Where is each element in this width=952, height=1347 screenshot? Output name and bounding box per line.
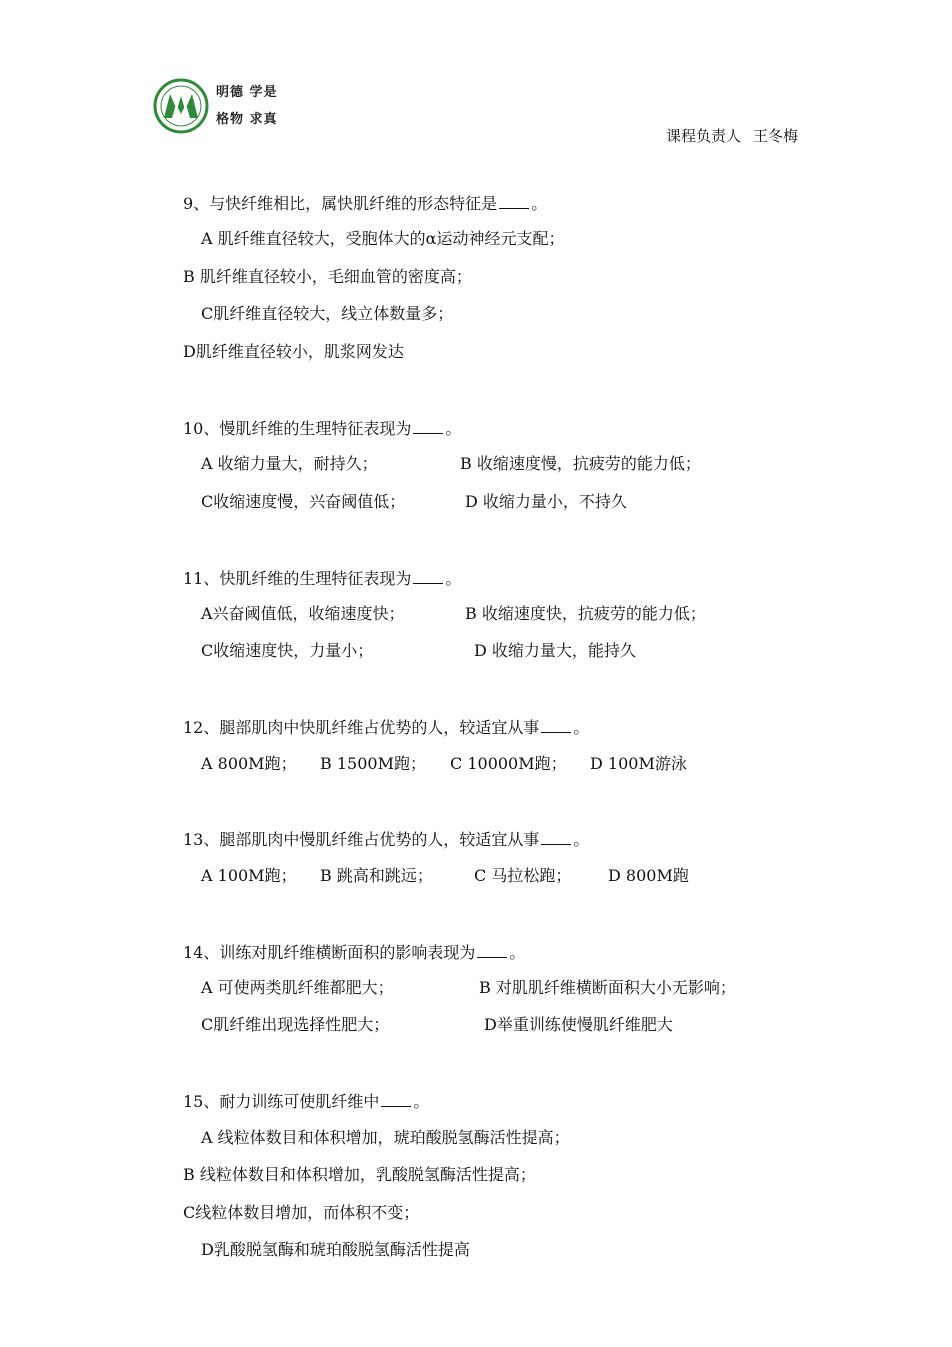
option-d: D 收缩力量大，能持久 xyxy=(474,641,636,660)
option-b: B 收缩速度慢，抗疲劳的能力低； xyxy=(460,454,701,473)
answer-blank xyxy=(381,1090,411,1107)
option-d: D举重训练使慢肌纤维肥大 xyxy=(484,1015,673,1034)
answer-blank xyxy=(413,567,443,584)
question-end: 。 xyxy=(573,830,590,849)
question-text: 10、慢肌纤维的生理特征表现为 xyxy=(183,419,412,438)
question-text: 12、腿部肌肉中快肌纤维占优势的人，较适宜从事 xyxy=(183,718,540,737)
option-b: B 对肌肌纤维横断面积大小无影响； xyxy=(479,978,736,997)
option-a: A兴奋阈值低，收缩速度快； xyxy=(201,604,405,623)
answer-blank xyxy=(499,192,529,209)
option-a: A 线粒体数目和体积增加，琥珀酸脱氢酶活性提高； xyxy=(201,1128,570,1147)
option-a: A 肌纤维直径较大，受胞体大的α运动神经元支配； xyxy=(201,229,565,248)
question-text: 14、训练对肌纤维横断面积的影响表现为 xyxy=(183,943,476,962)
question-stem xyxy=(183,828,589,850)
question-end: 。 xyxy=(531,194,548,213)
question-text: 9、与快纤维相比，属快肌纤维的形态特征是 xyxy=(183,194,498,213)
option-c: C收缩速度慢，兴奋阈值低； xyxy=(201,492,406,511)
option-a: A 收缩力量大，耐持久； xyxy=(201,454,378,473)
option-b: B 跳高和跳远； xyxy=(320,866,433,885)
option-c: C 马拉松跑； xyxy=(474,866,572,885)
motto-line-2: 格物 求真 xyxy=(216,112,278,127)
question-text: 11、快肌纤维的生理特征表现为 xyxy=(183,569,412,588)
motto-line-1: 明德 学是 xyxy=(216,85,278,100)
option-a: A 800M跑； xyxy=(201,754,297,773)
answer-blank xyxy=(477,941,507,958)
answer-blank xyxy=(541,716,571,733)
course-leader-name: 王冬梅 xyxy=(752,127,798,145)
option-b: B 1500M跑； xyxy=(320,754,426,773)
option-b: B 线粒体数目和体积增加，乳酸脱氢酶活性提高； xyxy=(183,1165,536,1184)
option-c: C肌纤维出现选择性肥大； xyxy=(201,1015,390,1034)
question-text: 15、耐力训练可使肌纤维中 xyxy=(183,1092,380,1111)
option-c: C收缩速度快，力量小； xyxy=(201,641,374,660)
option-d: D 800M跑 xyxy=(608,866,689,885)
course-leader-role: 课程负责人 xyxy=(665,127,741,145)
option-b: B 收缩速度快，抗疲劳的能力低； xyxy=(465,604,706,623)
question-text: 13、腿部肌肉中慢肌纤维占优势的人，较适宜从事 xyxy=(183,830,540,849)
question-end: 。 xyxy=(509,943,526,962)
answer-blank xyxy=(541,828,571,845)
question-stem xyxy=(183,567,461,589)
option-d: D乳酸脱氢酶和琥珀酸脱氢酶活性提高 xyxy=(201,1240,470,1259)
question-end: 。 xyxy=(445,569,462,588)
question-stem xyxy=(183,192,547,214)
option-d: D 收缩力量小，不持久 xyxy=(465,492,627,511)
question-stem xyxy=(183,417,461,439)
option-d: D 100M游泳 xyxy=(590,754,687,773)
option-a: A 100M跑； xyxy=(201,866,297,885)
option-c: C 10000M跑； xyxy=(450,754,567,773)
question-stem xyxy=(183,1090,429,1112)
question-end: 。 xyxy=(445,419,462,438)
option-c: C线粒体数目增加，而体积不变； xyxy=(183,1203,420,1222)
question-end: 。 xyxy=(573,718,590,737)
answer-blank xyxy=(413,417,443,434)
option-b: B 肌纤维直径较小，毛细血管的密度高； xyxy=(183,267,472,286)
question-stem xyxy=(183,716,589,738)
question-stem xyxy=(183,941,525,963)
course-leader xyxy=(666,125,798,146)
university-logo-icon xyxy=(150,78,212,134)
option-d: D肌纤维直径较小，肌浆网发达 xyxy=(183,342,404,361)
question-end: 。 xyxy=(413,1092,430,1111)
option-c: C肌纤维直径较大，线立体数量多； xyxy=(201,304,454,323)
option-a: A 可使两类肌纤维都肥大； xyxy=(201,978,394,997)
